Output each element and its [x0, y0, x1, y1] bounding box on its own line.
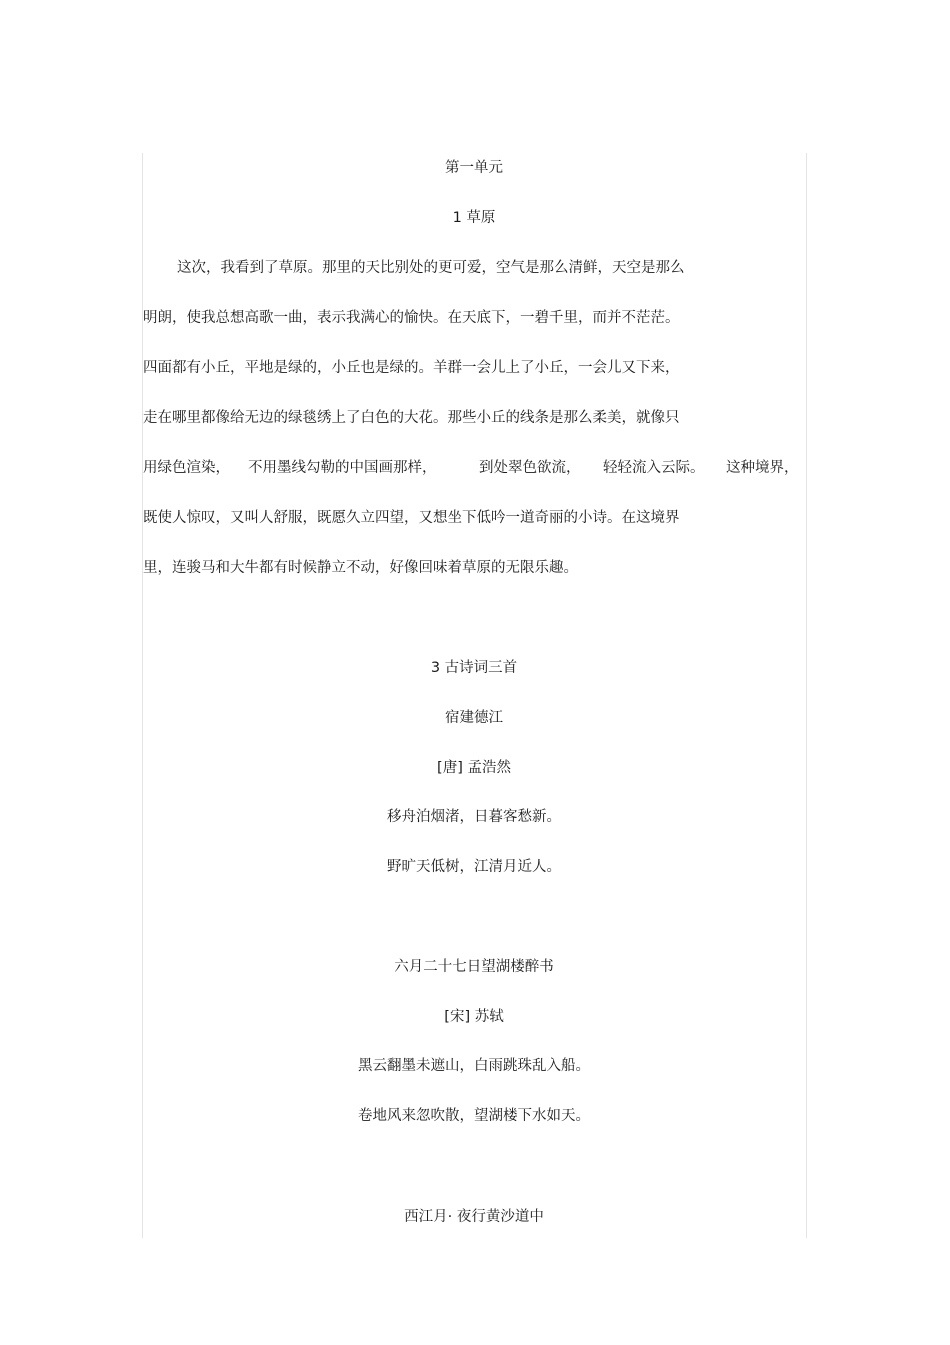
page-border-right	[806, 153, 807, 1238]
poem1-line-1: 移舟泊烟渚，日暮客愁新。	[387, 809, 561, 825]
poem2-line-2: 卷地风来忽吹散，望湖楼下水如天。	[358, 1108, 590, 1124]
lesson1-line-2: 明朗，使我总想高歌一曲，表示我满心的愉快。在天底下，一碧千里，而并不茫茫。	[143, 310, 680, 326]
lesson1-line-6: 既使人惊叹，又叫人舒服，既愿久立四望，又想坐下低吟一道奇丽的小诗。在这境界	[143, 510, 680, 526]
poem1-author: [唐] 孟浩然	[437, 760, 511, 776]
poem1-title: 宿建德江	[445, 710, 503, 726]
poem2-line-1: 黑云翻墨未遮山，白雨跳珠乱入船。	[358, 1058, 590, 1074]
lesson1-line-4: 走在哪里都像给无边的绿毯绣上了白色的大花。那些小丘的线条是那么柔美，就像只	[143, 410, 680, 426]
lesson3-title: 3 古诗词三首	[430, 660, 518, 676]
poem2-title: 六月二十七日望湖楼醉书	[394, 959, 554, 975]
lesson1-line-1: 这次，我看到了草原。那里的天比别处的更可爱，空气是那么清鲜，天空是那么	[177, 260, 685, 276]
lesson1-line-7: 里，连骏马和大牛都有时候静立不动，好像回味着草原的无限乐趣。	[143, 560, 578, 576]
lesson1-line-5-seg-5: 这种境界，	[726, 460, 799, 476]
lesson1-line-5-seg-4: 轻轻流入云际。	[603, 460, 705, 476]
poem3-title: 西江月· 夜行黄沙道中	[404, 1209, 544, 1225]
lesson1-line-5-seg-2: 不用墨线勾勒的中国画那样，	[248, 460, 437, 476]
lesson1-line-3: 四面都有小丘，平地是绿的，小丘也是绿的。羊群一会儿上了小丘，一会儿又下来，	[143, 360, 680, 376]
unit-title: 第一单元	[445, 160, 503, 176]
lesson1-line-5-seg-1: 用绿色渲染，	[143, 460, 230, 476]
poem2-author: [宋] 苏轼	[444, 1009, 504, 1025]
lesson1-title: 1 草原	[452, 210, 496, 226]
lesson1-line-5-seg-3: 到处翠色欲流，	[479, 460, 581, 476]
poem1-line-2: 野旷天低树，江清月近人。	[387, 859, 561, 875]
